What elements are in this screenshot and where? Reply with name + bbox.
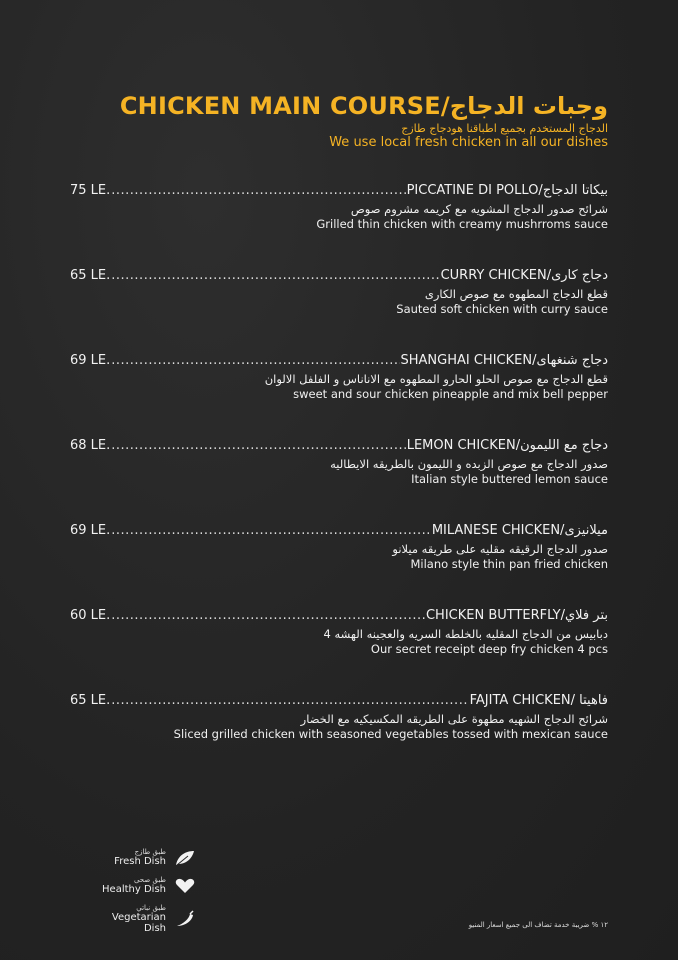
menu-item (70, 438, 608, 523)
item-price: 65 LE. (70, 268, 111, 283)
item-price: 69 LE. (70, 353, 111, 368)
legend-label-english: Healthy Dish (102, 884, 166, 895)
item-name: FAJITA CHICKEN/ فاهيتا (469, 693, 608, 708)
item-description-arabic: صدور الدجاج الرقيقه مقليه على طريقه ميلانو (392, 542, 608, 556)
subtitle-english: We use local fresh chicken in all our dishes (329, 135, 608, 150)
legend-label-arabic: طبق نباتي (136, 904, 166, 912)
item-name: LEMON CHICKEN/دجاج مع الليمون (406, 438, 608, 453)
item-description-arabic: دبابيس من الدجاج المقليه بالخلطه السريه والعجينه الهشه 4 (323, 627, 608, 641)
item-description-english: Italian style buttered lemon sauce (411, 472, 608, 486)
dish-legend (100, 848, 196, 943)
subtitle-arabic: الدجاج المستخدم بجميع اطباقنا هودجاج طازج (401, 122, 608, 135)
legend-label-arabic: طبق طازج (134, 848, 166, 856)
item-description-arabic: شرائح صدور الدجاج المشويه مع كريمه مشروم صوص (350, 202, 608, 216)
item-price: 65 LE. (70, 693, 111, 708)
item-description-english: Sliced grilled chicken with seasoned vegetables tossed with mexican sauce (173, 727, 608, 741)
page-title: CHICKEN MAIN COURSE/وجبات الدجاج (119, 92, 608, 120)
item-description-arabic: قطع الدجاج مع صوص الحلو الحارو المطهوه مع الاناناس و الفلفل الالوان (264, 372, 608, 386)
legend-label-english: Vegetarian Dish (111, 912, 166, 934)
leader-dots (111, 183, 405, 198)
item-name: CURRY CHICKEN/دجاج كارى (440, 268, 608, 283)
leader-dots (111, 353, 399, 368)
legend-item-healthy (100, 876, 196, 895)
item-price: 60 LE. (70, 608, 111, 623)
heart-icon (174, 877, 196, 895)
item-description-arabic: شرائح الدجاج الشهيه مطهوة على الطريقه المكسيكيه مع الخضار (300, 712, 608, 726)
item-price: 69 LE. (70, 523, 111, 538)
service-charge-note: ١٢ % ضريبة خدمة تضاف الى جميع اسعار المنيو (468, 921, 608, 929)
menu-item (70, 608, 608, 693)
menu-item (70, 523, 608, 608)
leader-dots (111, 438, 405, 453)
item-description-english: Milano style thin pan fried chicken (410, 557, 608, 571)
item-name: SHANGHAI CHICKEN/دجاج شنغهاى (400, 353, 608, 368)
menu-item (70, 183, 608, 268)
item-name: CHICKEN BUTTERFLY/بتر فلاي (425, 608, 608, 623)
leaf-icon (174, 849, 196, 867)
item-price: 68 LE. (70, 438, 111, 453)
item-name: MILANESE CHICKEN/ميلانيزى (431, 523, 608, 538)
menu-item (70, 353, 608, 438)
menu-item (70, 268, 608, 353)
menu-header (120, 92, 608, 150)
legend-item-vegetarian (100, 904, 196, 934)
item-description-arabic: صدور الدجاج مع صوص الزبده و الليمون بالطريقه الايطاليه (330, 457, 608, 471)
legend-item-fresh (100, 848, 196, 867)
chili-icon (174, 910, 196, 928)
item-name: PICCATINE DI POLLO/بيكاتا الدجاج (406, 183, 608, 198)
item-description-english: sweet and sour chicken pineapple and mix bell pepper (293, 387, 608, 401)
leader-dots (111, 523, 431, 538)
item-price: 75 LE. (70, 183, 111, 198)
item-description-english: Grilled thin chicken with creamy mushrroms sauce (316, 217, 608, 231)
legend-label-arabic: طبق صحى (133, 876, 166, 884)
leader-dots (111, 608, 425, 623)
legend-label-english: Fresh Dish (114, 856, 166, 867)
item-description-english: Our secret receipt deep fry chicken 4 pcs (370, 642, 608, 656)
item-description-arabic: قطع الدجاج المطهوه مع صوص الكارى (424, 287, 608, 301)
menu-items (70, 183, 608, 778)
leader-dots (111, 693, 468, 708)
leader-dots (111, 268, 439, 283)
item-description-english: Sauted soft chicken with curry sauce (396, 302, 608, 316)
menu-item (70, 693, 608, 778)
